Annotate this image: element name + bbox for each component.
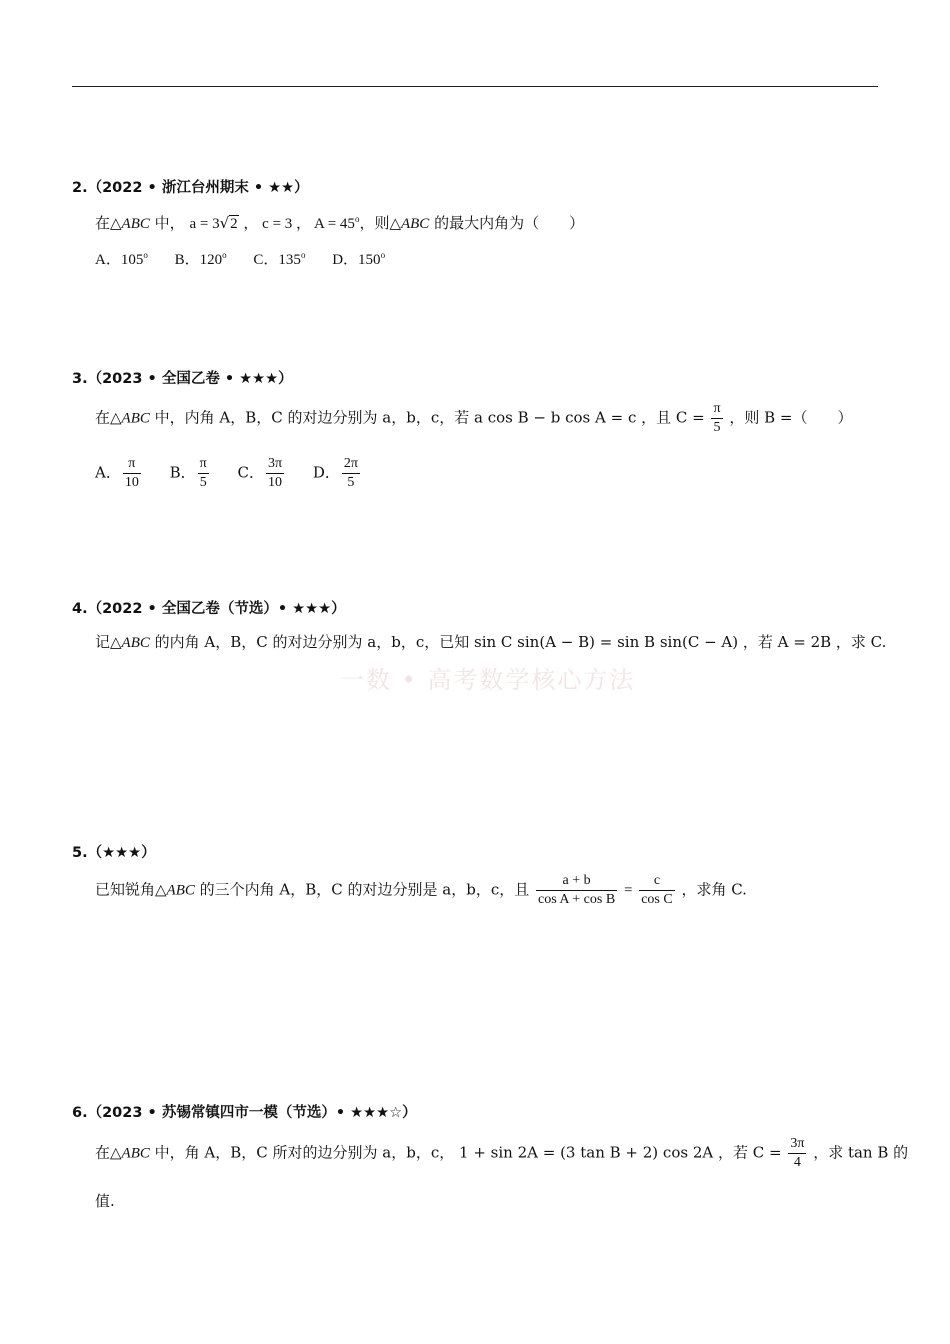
q4-stem: 记△ABC 的内角 A，B，C 的对边分别为 a，b，c，已知 sin C sin(A − B) = sin B sin(C − A) ，若 A = 2B ，求 C.	[95, 633, 887, 651]
q2-header: 2.（2022 • 浙江台州期末 • ★★）	[72, 180, 309, 196]
q2-option-a[interactable]: A．105$^o$	[95, 250, 148, 268]
q3-option-b[interactable]: B． $\frac{\pi}{5}$	[169, 456, 207, 490]
q5-fraction-right: $\frac{c}{\text{cos C}}$	[641, 873, 673, 907]
q5-header: 5.（★★★）	[72, 845, 156, 861]
q2-option-b[interactable]: B．120$^o$	[174, 250, 227, 268]
watermark: 一数 • 高考数学核心方法	[340, 666, 636, 694]
q6-header: 6.（2023 • 苏锡常镇四市一模（节选）• ★★★☆）	[72, 1105, 417, 1121]
q5-fraction-left: $\frac{a + b}{\text{cos A + cos B}}$	[538, 873, 616, 907]
top-rule	[72, 86, 878, 87]
q5-stem: 已知锐角△ABC 的三个内角 A，B，C 的对边分别是 a，b，c，且 $\frac{a + b}{\text{cos A + cos B}}$ = $\frac{c}{\text{cos C}}$ ，求角 C.	[95, 873, 747, 907]
q3-header: 3.（2023 • 全国乙卷 • ★★★）	[72, 371, 293, 387]
q2-options	[95, 248, 407, 269]
q2-option-d[interactable]: D．150$^o$	[332, 250, 386, 268]
q3-fraction: $\frac{\pi}{5}$	[713, 401, 721, 435]
q6-stem-line2: 值.	[95, 1192, 115, 1210]
q2-stem: 在△ABC 中， a = 3√2 ， c = 3 ， $A = 45^o$，则△ABC 的最大内角为（ ）	[95, 214, 585, 232]
q3-options	[95, 455, 384, 492]
q3-option-c[interactable]: C． $\frac{3\pi}{10}$	[237, 456, 283, 490]
q3-option-a[interactable]: A． $\frac{\pi}{10}$	[95, 456, 139, 490]
q2-option-c[interactable]: C．135$^o$	[253, 250, 306, 268]
q4-header: 4.（2022 • 全国乙卷（节选）• ★★★）	[72, 601, 346, 617]
q3-stem: 在△ABC 中，内角 A，B，C 的对边分别为 a，b，c，若 a cos B − b cos A = c ，且 C = $\frac{\pi}{5}$ ，则 B =（ ）	[95, 401, 853, 435]
q3-option-d[interactable]: D． $\frac{2\pi}{5}$	[312, 456, 358, 490]
q6-fraction: $\frac{3\pi}{4}$	[790, 1136, 805, 1170]
q6-stem: 在△ABC 中，角 A，B，C 所对的边分别为 a，b，c， 1 + sin 2A = (3 tan B + 2) cos 2A ，若 C = $\frac{3\pi}{4}$ ，求 tan B 的	[95, 1136, 909, 1170]
